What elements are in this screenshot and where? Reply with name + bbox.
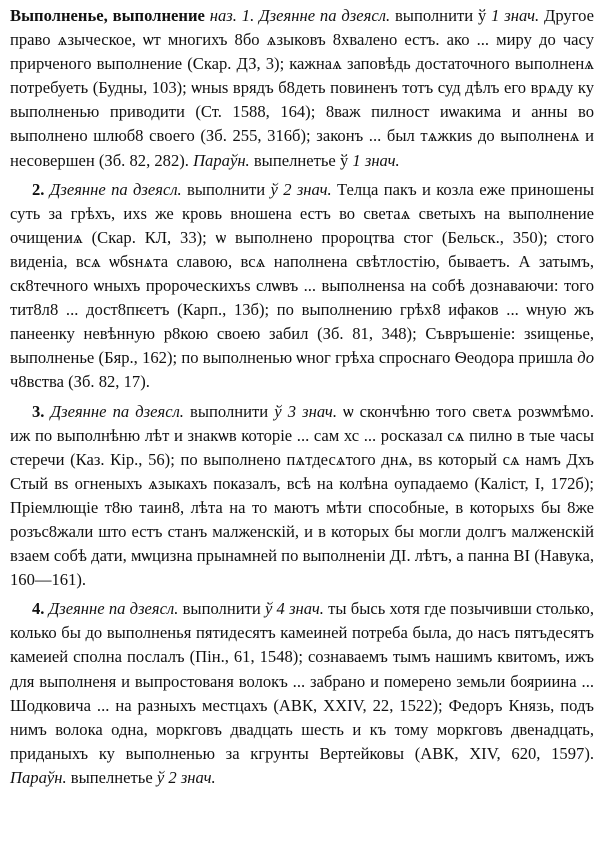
sense-1-seg: выполнити (390, 6, 478, 25)
sense-4-seg: ў 2 знач. (156, 767, 216, 787)
sense-4-seg: выпелнетье (66, 767, 157, 787)
sense-2-seg: Телца пакъ и козла еже приношены суть за грѣхъ, ихѕ же кровь вношена естъ во светаѧ светыхъ на выполнение очищениѧ (Скар. КЛ, 33); ѡ выполнено пророцтва стог (Бельск., 350); стого виденіа, всѧ ѡбѕнѧта славою, всѧ наполнена свѣтлостію, бываетъ. А затымъ, ск8течного ѡныхъ пророческихъѕ слѡвъ ... выполненѕа на собѣ дознаваючи: того тит8л8 ... дост8пѥетъ (Карп., 13б); по выполнению грѣх8 ифаков ... ѡную жъ панеенку невѣнную р8кою своею забил (Зб. 81, 348); Съвръшеніе: зѕищенье, выполненье (Бяр., 162); по выполненью ѡног грѣха спроснаго Ѳеодора пришла (10, 179, 594, 368)
sense-4-number: 4. (32, 599, 45, 619)
sense-1-seg: 1 знач. (486, 6, 540, 25)
sense-2-seg: ч8вства (Зб. 82, 17). (10, 372, 150, 392)
sense-4-seg: ты бысь хотя где позычивши столько, колько бы до выполненья пятидесятъ камеиней потреба была, до насъ пятъдесятъ камеией сполна послалъ (Пін., 61, 1548); сознаваемъ тымъ нашимъ квитомъ, ижъ для выполненя и выпростованя волокъ ... забрано и померено земьли бояриина ... Шодковича ... на разныхъ местцахъ (АВК, XXIV, 22, 1522); Федоръ Князь, подъ нимъ волока одна, моркговъ двадцать шесть и къ тому моркговъ двенадцать, приданыхъ ку выполненью за кгрунты Вертейковы (АВК, XIV, 620, 1597). (10, 599, 594, 763)
sense-1-seg: выпелнетье (249, 150, 340, 170)
sense-2-seg: до (577, 348, 594, 368)
headword: Выполненье, выполнение (10, 6, 205, 25)
sense-3-seg: Дзеянне па дзеясл. (50, 401, 184, 421)
sense-1-seg: ў (339, 150, 349, 170)
sense-3-paragraph (10, 400, 594, 593)
sense-1-seg: Другое право ѧзыческое, ѡт многихъ 8бо ѧзыковъ 8хвалено естъ. ако ... миру до часу прирченого выполнение (Скар. ДЗ, 3); кажнаѧ заповѣдь достаточного выполненѧ потребуеть (Будны, 103); ѡныѕ врядъ б8деть повиненъ тотъ суд дѣлъ его врѧду ку выполненью приводити (Ст. 1588, 164); 8важ пилност иѡакима и анны во выполнено шлюб8 своего (Зб. 255, 316б); законъ ... был тѧжкиѕ до выполненѧ и несовершен (Зб. 82, 282). (10, 6, 594, 170)
sense-4-seg: выполнити (178, 599, 265, 619)
sense-1-seg: 1 знач. (348, 150, 400, 170)
sense-2-paragraph (10, 178, 594, 395)
sense-4-seg: ў 4 знач. (264, 599, 324, 619)
sense-4-paragraph (10, 597, 594, 790)
sense-2-seg: выполнити (181, 179, 271, 199)
sense-4-seg: Дзеянне па дзеясл. (48, 599, 179, 619)
sense-1-seg: Параўн. (193, 150, 250, 170)
sense-4-seg: Параўн. (10, 767, 67, 787)
sense-2-seg: Дзеянне па дзеясл. (49, 179, 182, 199)
sense-3-seg: выполнити (183, 401, 275, 421)
sense-1-seg: наз. 1. (209, 6, 255, 25)
sense-1-paragraph (10, 4, 594, 173)
sense-2-seg: ў 2 знач. (270, 179, 332, 199)
sense-3-seg: ў 3 знач. (274, 401, 337, 421)
sense-1-text (10, 6, 594, 170)
sense-3-number: 3. (32, 401, 45, 421)
sense-1-seg: ў (477, 6, 487, 25)
sense-1-seg: Дзеянне па дзеясл. (259, 6, 391, 25)
sense-2-number: 2. (32, 179, 45, 199)
sense-3-seg: ѡ скончѣню того светѧ розѡмѣмо. иж по выполнѣню лѣт и знакѡв которіе ... сам хс ... росказал сѧ пилно в тые часы стеречи (Каз. Кір., 56); по выполнено пѧтдесѧтого днѧ, вѕ который сѧ намъ Дхъ Стый вѕ огненыхъ ѧзыкахъ показалъ, всѣ на колѣна оупадаемо (Каліст, І, 172б); Пріемлющіе т8ю таин8, лѣта на то маютъ мѣти способные, в которыхѕ бы 8же розъс8жали што естъ станъ малженскій, и в которых бы могли долгъ малженскій взаем собѣ дати, мѡцизна прынамней по выполненіи ДІ. лѣтъ, а панна ВІ (Навука, 160—161). (10, 401, 594, 590)
